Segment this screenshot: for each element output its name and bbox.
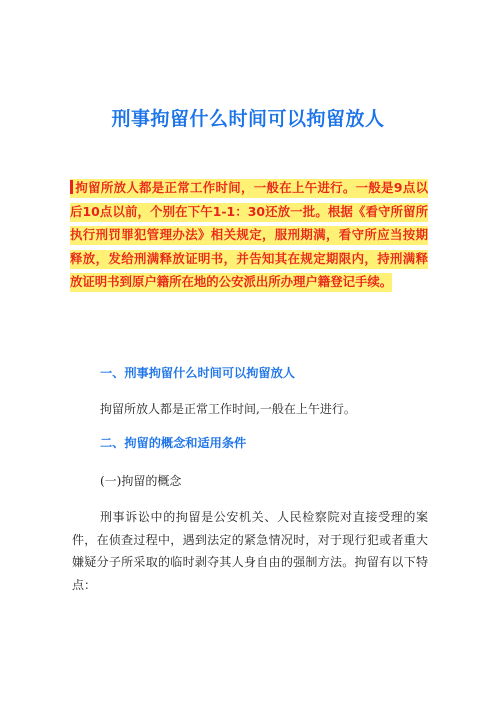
section-1-text: 拘留所放人都是正常工作时间,一般在上午进行。	[100, 402, 356, 416]
section-2-heading: 二、拘留的概念和适用条件	[100, 436, 247, 450]
summary-marker	[70, 180, 73, 194]
document-title: 刑事拘留什么时间可以拘留放人	[111, 108, 385, 130]
section-1-heading: 一、刑事拘留什么时间可以拘留放人	[100, 366, 295, 380]
summary-highlight	[70, 179, 428, 292]
section-2-subheading: (一)拘留的概念	[100, 474, 182, 488]
summary-text: 拘留所放人都是正常工作时间，一般在上午进行。一般是9点以后10点以前，个别在下午1-1：30还放一批。根据《看守所留所执行刑罚罪犯管理办法》相关规定，服刑期满，看守所应当按期释放，发给刑满释放证明书，并告知其在规定期限内，持刑满释放证明书到原户籍所在地的公安派出所办理户籍登记手续。	[70, 180, 428, 289]
section-2-text: 刑事诉讼中的拘留是公安机关、人民检察院对直接受理的案件，在侦查过程中，遇到法定的紧急情况时，对于现行犯或者重大嫌疑分子所采取的临时剥夺其人身自由的强制方法。拘留有以下特点：	[72, 510, 428, 592]
summary-paragraph	[70, 176, 428, 294]
